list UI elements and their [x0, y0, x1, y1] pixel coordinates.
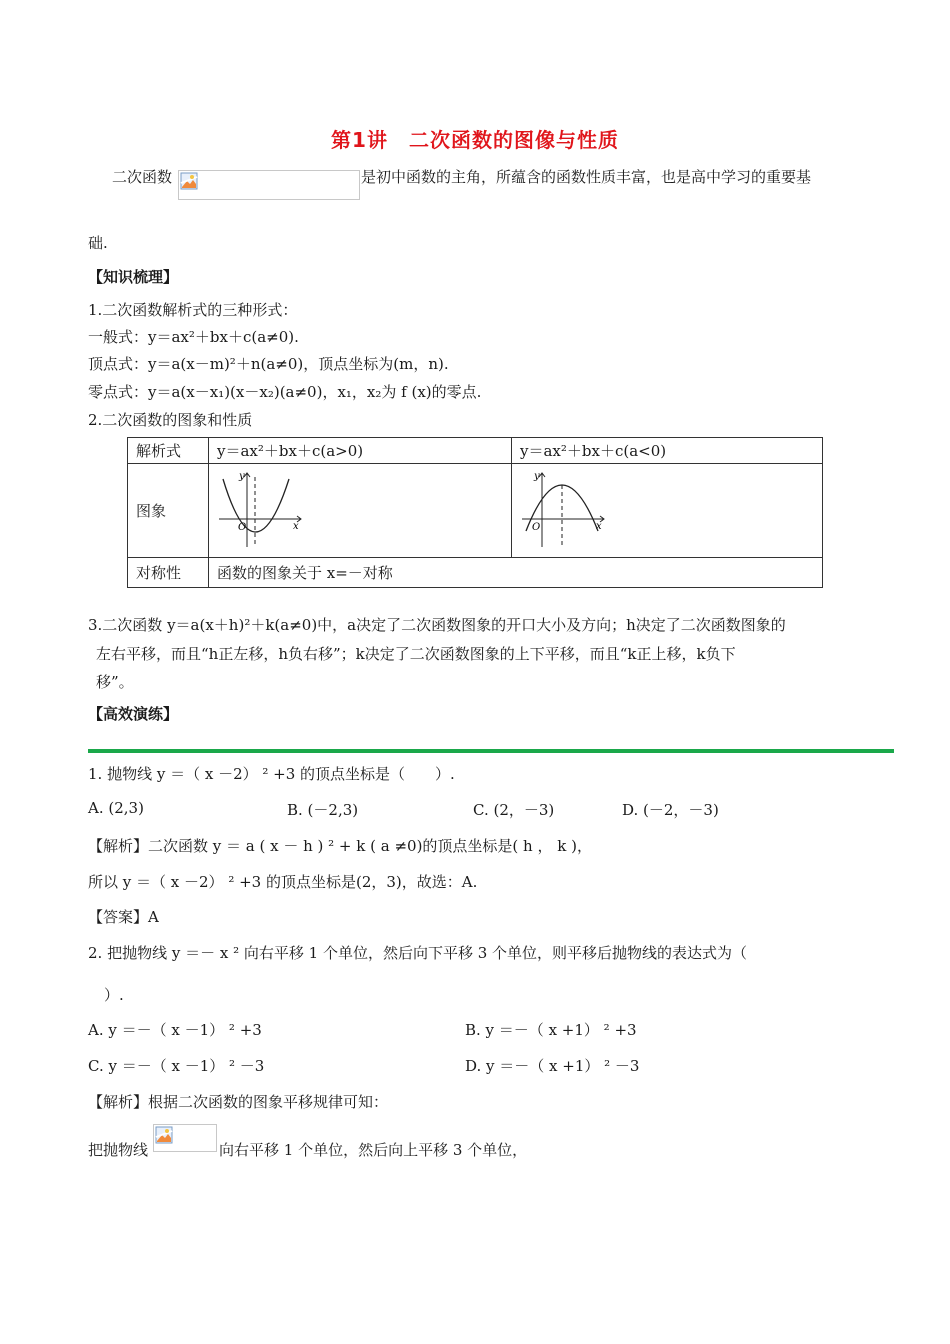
q1-option-d: D. (－2，－3): [622, 801, 719, 819]
formula-positive: y＝ax²＋bx＋c(a>0): [209, 438, 512, 464]
point2-heading: 2.二次函数的图象和性质: [88, 411, 253, 429]
q2-option-a: A. y ＝－（ x －1） ² +3: [88, 1021, 262, 1039]
intro-wrap: 础.: [88, 234, 108, 252]
row-label-symmetry: 对称性: [128, 558, 209, 588]
q1-stem: 1. 抛物线 y ＝（ x －2） ² +3 的顶点坐标是（ ）.: [88, 765, 455, 783]
section-heading-knowledge: 【知识梳理】: [88, 268, 179, 286]
q1-option-c: C. (2，－3): [473, 801, 555, 819]
q2-option-c: C. y ＝－（ x －1） ² －3: [88, 1057, 265, 1075]
symmetry-text: 函数的图象关于 x=－对称: [209, 558, 823, 588]
graph-origin-label: O: [238, 521, 247, 533]
section-heading-practice: 【高效演练】: [88, 705, 179, 723]
point3-line1: 3.二次函数 y＝a(x＋h)²＋k(a≠0)中，a决定了二次函数图象的开口大小及方向；h决定了二次函数图象的: [88, 616, 786, 634]
intro-prefix: 二次函数: [112, 168, 173, 186]
point3-line2: 左右平移，而且“h正左移，h负右移”；k决定了二次函数图象的上下平移，而且“k正上移，k负下: [96, 645, 736, 663]
properties-table: [127, 437, 823, 588]
q2-option-b: B. y ＝－（ x +1） ² +3: [465, 1021, 637, 1039]
formula-negative: y＝ax²＋bx＋c(a<0): [512, 438, 823, 464]
q1-analysis-2: 所以 y ＝（ x －2） ² +3 的顶点坐标是(2，3)，故选：A.: [88, 873, 478, 891]
section-divider: [88, 749, 894, 753]
broken-image-placeholder: [153, 1124, 217, 1152]
intro-suffix: 是初中函数的主角，所蕴含的函数性质丰富，也是高中学习的重要基: [361, 168, 812, 186]
page-title: 第1讲 二次函数的图像与性质: [331, 128, 619, 152]
graph-y-label: y: [534, 470, 540, 482]
parabola-down-graph: [520, 467, 610, 551]
graph-x-label: x: [293, 520, 299, 532]
q1-analysis: 【解析】二次函数 y ＝ a ( x － h ) ² + k ( a ≠0)的顶点坐标是( h ， k )，: [88, 837, 592, 855]
point1-general: 一般式：y＝ax²＋bx＋c(a≠0).: [88, 328, 299, 346]
graph-x-label: x: [596, 520, 602, 532]
point1-zero: 零点式：y＝a(x－x₁)(x－x₂)(a≠0)，x₁，x₂为 f (x)的零点.: [88, 383, 482, 401]
q2-stem-wrap: ）.: [104, 986, 124, 1004]
graph-negative-cell: [512, 464, 823, 558]
q1-option-a: A. (2,3): [88, 799, 144, 817]
broken-image-placeholder: [178, 170, 360, 200]
graph-origin-label: O: [532, 521, 541, 533]
graph-positive-cell: [209, 464, 512, 558]
point1-heading: 1.二次函数解析式的三种形式：: [88, 301, 298, 319]
broken-image-icon: [180, 172, 198, 190]
q2-line-suffix: 向右平移 1 个单位，然后向上平移 3 个单位，: [219, 1141, 528, 1159]
q1-option-b: B. (－2,3): [287, 801, 359, 819]
q2-line-prefix: 把抛物线: [88, 1141, 149, 1159]
row-label-graph: 图象: [128, 464, 209, 558]
row-label-formula: 解析式: [128, 438, 209, 464]
graph-y-label: y: [239, 470, 245, 482]
point1-vertex: 顶点式：y＝a(x－m)²＋n(a≠0)，顶点坐标为(m，n).: [88, 355, 449, 373]
q2-analysis: 【解析】根据二次函数的图象平移规律可知：: [88, 1093, 389, 1111]
q2-option-d: D. y ＝－（ x +1） ² －3: [465, 1057, 640, 1075]
q1-answer: 【答案】A: [88, 908, 159, 926]
q2-stem: 2. 把抛物线 y ＝－ x ² 向右平移 1 个单位，然后向下平移 3 个单位，则平移后抛物线的表达式为（: [88, 944, 748, 962]
broken-image-icon: [155, 1126, 173, 1144]
point3-line3: 移”。: [96, 673, 134, 691]
parabola-up-graph: [217, 467, 307, 551]
